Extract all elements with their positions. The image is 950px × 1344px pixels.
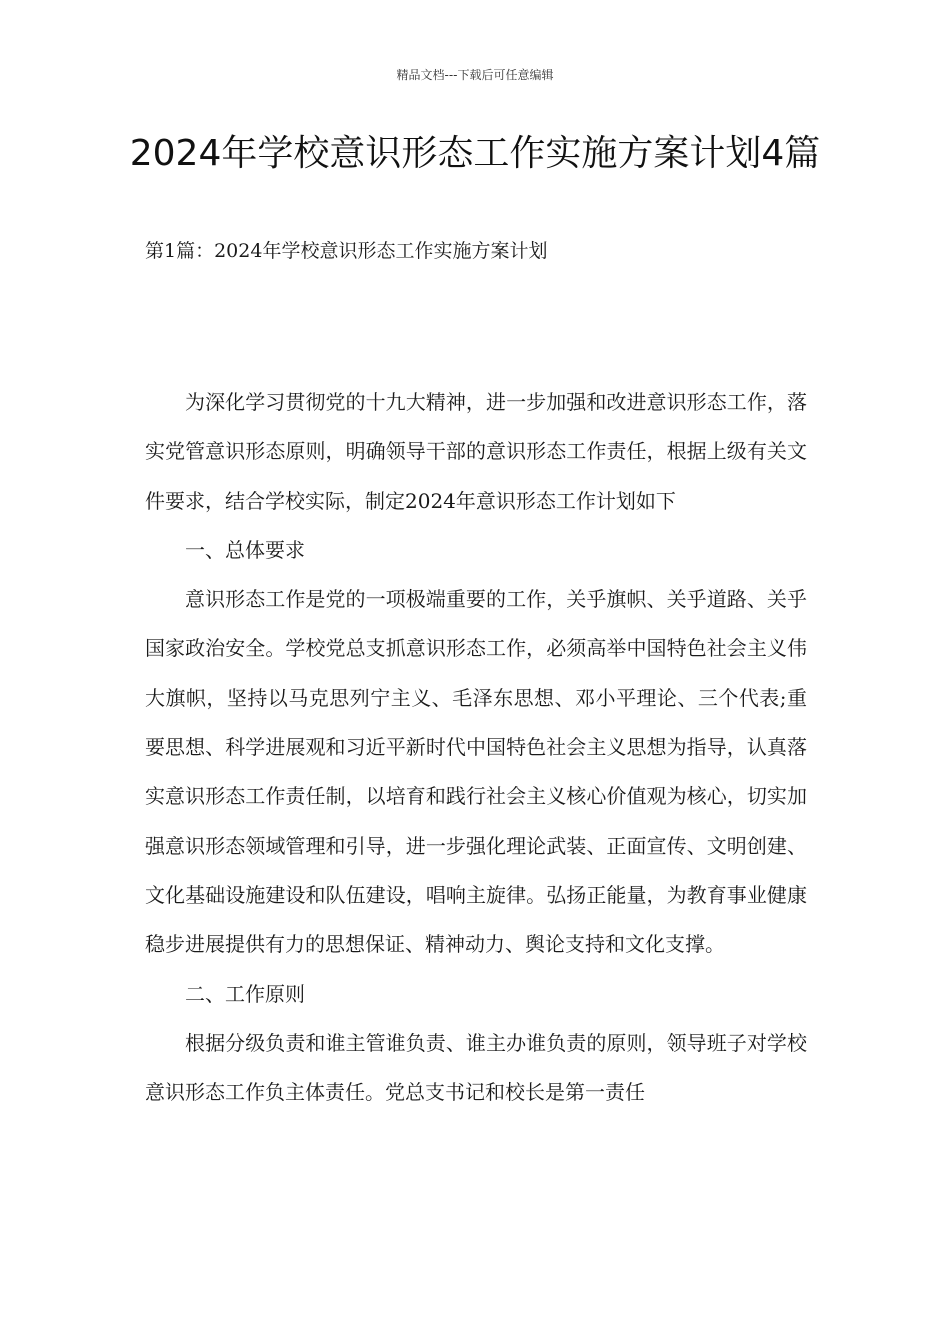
paragraph-work-principles: 根据分级负责和谁主管谁负责、谁主办谁负责的原则，领导班子对学校意识形态工作负主体责任。党总支书记和校长是第一责任: [145, 1030, 807, 1105]
section-heading-work-principles: 二、工作原则: [185, 981, 305, 1006]
document-title: 2024年学校意识形态工作实施方案计划4篇: [129, 133, 821, 174]
section-heading-general-requirements: 一、总体要求: [185, 537, 305, 562]
paragraph-general-requirements: 意识形态工作是党的一项极端重要的工作，关乎旗帜、关乎道路、关乎国家政治安全。学校党总支抓意识形态工作，必须高举中国特色社会主义伟大旗帜，坚持以马克思列宁主义、毛泽东思想、邓小平理论、三个代表;重要思想、科学进展观和习近平新时代中国特色社会主义思想为指导，认真落实意识形态工作责任制，以培育和践行社会主义核心价值观为核心，切实加强意识形态领域管理和引导，进一步强化理论武装、正面宣传、文明创建、文化基础设施建设和队伍建设，唱响主旋律。弘扬正能量，为教育事业健康稳步进展提供有力的思想保证、精神动力、舆论支持和文化支撑。: [145, 587, 807, 957]
section-subheading: 第1篇：2024年学校意识形态工作实施方案计划: [145, 240, 548, 262]
header-note: 精品文档---下载后可任意编辑: [396, 68, 554, 82]
paragraph-intro: 为深化学习贯彻党的十九大精神，进一步加强和改进意识形态工作，落实党管意识形态原则，明确领导干部的意识形态工作责任，根据上级有关文件要求，结合学校实际，制定2024年意识形态工作计划如下: [145, 390, 807, 513]
document-body: [145, 378, 807, 1117]
